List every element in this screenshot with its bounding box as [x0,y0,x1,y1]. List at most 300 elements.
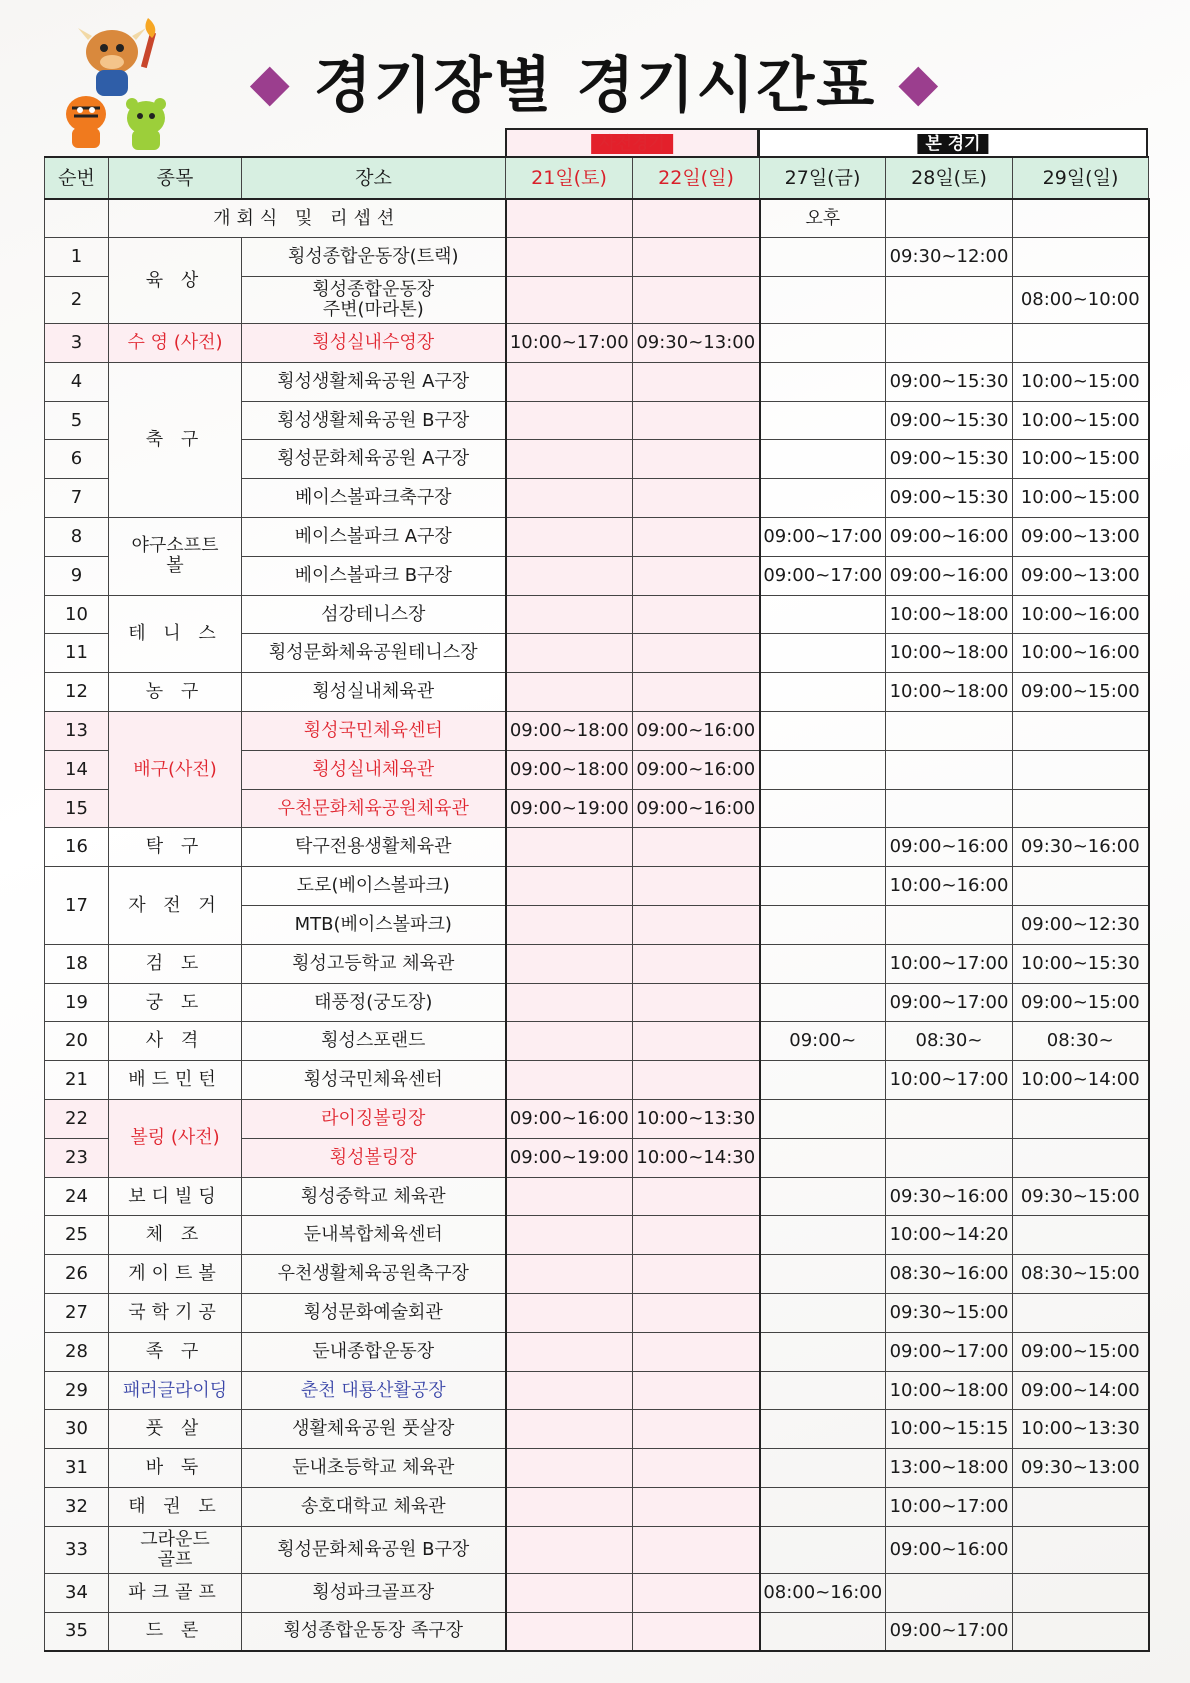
row-d29 [1013,1526,1149,1573]
schedule-body [45,199,1149,1651]
row-venue: 베이스볼파크축구장 [242,479,506,518]
row-venue: MTB(베이스볼파크) [242,906,506,945]
row-venue: 도로(베이스볼파크) [242,867,506,906]
row-d28 [886,789,1013,828]
row-d29: 09:00~13:00 [1013,518,1149,557]
table-row [45,1294,1149,1333]
row-d29 [1013,867,1149,906]
row-d21 [506,595,633,634]
row-d29 [1013,1216,1149,1255]
row-d28: 10:00~17:00 [886,944,1013,983]
row-d27 [760,401,886,440]
row-d21 [506,401,633,440]
row-sport: 수 영 (사전) [109,324,242,363]
row-sport: 보디빌딩 [109,1177,242,1216]
row-d21 [506,440,633,479]
row-d29 [1013,1488,1149,1527]
header-d21: 21일(토) [506,157,633,199]
row-d21 [506,1612,633,1651]
table-row [45,1526,1149,1573]
table-row [45,1410,1149,1449]
row-no: 7 [45,479,109,518]
row-venue: 횡성종합운동장 주변(마라톤) [242,277,506,324]
row-d29: 09:00~12:30 [1013,906,1149,945]
row-d27 [760,324,886,363]
row-venue: 횡성종합운동장 족구장 [242,1612,506,1651]
row-d22 [633,1255,760,1294]
row-d21 [506,1371,633,1410]
row-venue: 춘천 대룡산활공장 [242,1371,506,1410]
row-d21: 09:00~16:00 [506,1100,633,1139]
row-no: 17 [45,867,109,945]
row-d28 [886,277,1013,324]
table-row [45,1449,1149,1488]
row-d22 [633,1573,760,1612]
row-d22 [633,238,760,277]
row-venue: 횡성문화체육공원 A구장 [242,440,506,479]
row-d28 [886,1573,1013,1612]
row-d21 [506,1526,633,1573]
row-d21 [506,1573,633,1612]
row-d28: 10:00~18:00 [886,634,1013,673]
row-no: 8 [45,518,109,557]
row-d21 [506,518,633,557]
row-venue: 탁구전용생활체육관 [242,828,506,867]
row-d28: 09:00~15:30 [886,440,1013,479]
row-d22 [633,906,760,945]
main-match-group-header [758,128,1148,156]
row-venue: 태풍정(궁도장) [242,983,506,1022]
row-no: 14 [45,750,109,789]
table-row [45,1061,1149,1100]
header-sport: 종목 [109,157,242,199]
row-d27 [760,634,886,673]
row-d28: 10:00~15:15 [886,1410,1013,1449]
row-venue: 횡성생활체육공원 B구장 [242,401,506,440]
row-venue: 횡성문화예술회관 [242,1294,506,1333]
row-d27 [760,1371,886,1410]
row-d28: 09:30~16:00 [886,1177,1013,1216]
row-no: 2 [45,277,109,324]
row-d27 [760,673,886,712]
row-d28: 08:30~16:00 [886,1255,1013,1294]
row-d29 [1013,1612,1149,1651]
row-d29 [1013,1573,1149,1612]
row-d22 [633,518,760,557]
table-row [45,362,1149,401]
row-d29: 09:00~15:00 [1013,673,1149,712]
row-d21 [506,1410,633,1449]
row-venue: 횡성고등학교 체육관 [242,944,506,983]
row-d21 [506,1061,633,1100]
row-d27 [760,238,886,277]
row-d29: 10:00~15:00 [1013,440,1149,479]
row-no: 29 [45,1371,109,1410]
row-d21: 09:00~19:00 [506,789,633,828]
row-d22: 09:30~13:00 [633,324,760,363]
row-d21 [506,1488,633,1527]
row-d28 [886,1138,1013,1177]
row-d22: 10:00~14:30 [633,1138,760,1177]
row-sport: 자 전 거 [109,867,242,945]
row-d27 [760,479,886,518]
row-d22: 09:00~16:00 [633,789,760,828]
row-d21 [506,277,633,324]
row-d29: 10:00~15:30 [1013,944,1149,983]
opening-label: 개회식 및 리셉션 [109,199,506,238]
row-sport: 탁 구 [109,828,242,867]
row-venue: 횡성파크골프장 [242,1573,506,1612]
row-d21 [506,634,633,673]
row-d21 [506,983,633,1022]
row-d27: 09:00~17:00 [760,556,886,595]
table-row [45,1371,1149,1410]
row-sport: 배드민턴 [109,1061,242,1100]
row-d29: 10:00~15:00 [1013,362,1149,401]
row-d21 [506,673,633,712]
row-d29: 10:00~15:00 [1013,401,1149,440]
schedule-table [44,156,1150,1652]
row-d21 [506,1216,633,1255]
row-venue: 우천문화체육공원체육관 [242,789,506,828]
table-row [45,324,1149,363]
row-d22 [633,828,760,867]
row-d21 [506,906,633,945]
table-row [45,867,1149,906]
row-d27 [760,1061,886,1100]
table-row [45,1100,1149,1139]
page-title [0,38,1190,124]
row-d27 [760,1332,886,1371]
row-sport: 그라운드 골프 [109,1526,242,1573]
row-d21 [506,1294,633,1333]
row-d28: 10:00~18:00 [886,673,1013,712]
row-no: 12 [45,673,109,712]
row-d28: 10:00~16:00 [886,867,1013,906]
row-d29: 10:00~14:00 [1013,1061,1149,1100]
table-row [45,673,1149,712]
row-venue: 횡성실내수영장 [242,324,506,363]
row-d22 [633,556,760,595]
row-d21 [506,238,633,277]
row-sport: 국학기공 [109,1294,242,1333]
row-d27 [760,595,886,634]
row-d29 [1013,324,1149,363]
row-d22: 09:00~16:00 [633,712,760,751]
row-d22 [633,983,760,1022]
table-row [45,1022,1149,1061]
row-d29: 10:00~16:00 [1013,595,1149,634]
row-d28: 09:30~12:00 [886,238,1013,277]
row-venue: 횡성실내체육관 [242,673,506,712]
row-d27 [760,828,886,867]
row-d27: 09:00~ [760,1022,886,1061]
row-d21: 09:00~18:00 [506,712,633,751]
row-d22 [633,479,760,518]
row-d28: 10:00~14:20 [886,1216,1013,1255]
row-d22 [633,1410,760,1449]
row-d27 [760,1410,886,1449]
diamond-left-icon: ◆ [249,53,292,113]
row-no: 15 [45,789,109,828]
row-d27 [760,1177,886,1216]
row-venue: 횡성국민체육센터 [242,712,506,751]
row-d21 [506,1022,633,1061]
row-sport: 축 구 [109,362,242,517]
row-d29: 09:30~16:00 [1013,828,1149,867]
row-d21 [506,828,633,867]
row-no: 23 [45,1138,109,1177]
table-row [45,238,1149,277]
opening-d21 [506,199,633,238]
row-d27 [760,1488,886,1527]
row-d29: 10:00~16:00 [1013,634,1149,673]
row-no: 9 [45,556,109,595]
table-row [45,595,1149,634]
row-sport: 풋 살 [109,1410,242,1449]
row-d29: 09:30~13:00 [1013,1449,1149,1488]
row-venue: 둔내복합체육센터 [242,1216,506,1255]
row-d27 [760,277,886,324]
row-no: 33 [45,1526,109,1573]
row-d22 [633,362,760,401]
row-d28: 10:00~18:00 [886,595,1013,634]
row-d27 [760,983,886,1022]
row-d28: 08:30~ [886,1022,1013,1061]
row-d28 [886,1100,1013,1139]
row-venue: 횡성종합운동장(트랙) [242,238,506,277]
row-d22 [633,595,760,634]
opening-d28 [886,199,1013,238]
row-d22 [633,673,760,712]
row-venue: 송호대학교 체육관 [242,1488,506,1527]
row-venue: 우천생활체육공원축구장 [242,1255,506,1294]
row-d29: 08:30~ [1013,1022,1149,1061]
row-d28: 09:00~17:00 [886,983,1013,1022]
row-d21: 09:00~19:00 [506,1138,633,1177]
row-venue: 섬강테니스장 [242,595,506,634]
table-row [45,1177,1149,1216]
row-d22 [633,1449,760,1488]
row-d28: 09:00~15:30 [886,362,1013,401]
header-d29: 29일(일) [1013,157,1149,199]
row-no: 27 [45,1294,109,1333]
header-row [45,157,1149,199]
row-no: 26 [45,1255,109,1294]
row-d22 [633,867,760,906]
row-d29: 08:30~15:00 [1013,1255,1149,1294]
table-row [45,712,1149,751]
row-no: 10 [45,595,109,634]
row-d22 [633,440,760,479]
table-row [45,1573,1149,1612]
row-d28: 09:00~17:00 [886,1612,1013,1651]
table-row [45,1332,1149,1371]
row-sport: 파크골프 [109,1573,242,1612]
row-d22 [633,1488,760,1527]
row-sport: 족 구 [109,1332,242,1371]
row-no: 16 [45,828,109,867]
row-no: 20 [45,1022,109,1061]
row-no: 34 [45,1573,109,1612]
row-no: 31 [45,1449,109,1488]
row-d22 [633,944,760,983]
row-d28: 09:00~17:00 [886,1332,1013,1371]
row-sport: 체 조 [109,1216,242,1255]
row-venue: 횡성국민체육센터 [242,1061,506,1100]
row-sport: 드 론 [109,1612,242,1651]
row-no: 32 [45,1488,109,1527]
row-d29 [1013,1138,1149,1177]
row-sport: 검 도 [109,944,242,983]
row-d22 [633,1177,760,1216]
table-row [45,1216,1149,1255]
row-no: 25 [45,1216,109,1255]
diamond-right-icon: ◆ [898,53,941,113]
row-d21 [506,1177,633,1216]
row-d27 [760,1255,886,1294]
row-venue: 횡성실내체육관 [242,750,506,789]
header-no: 순번 [45,157,109,199]
opening-row [45,199,1149,238]
header-d22: 22일(일) [633,157,760,199]
row-sport: 농 구 [109,673,242,712]
row-d21 [506,867,633,906]
row-d29: 09:00~14:00 [1013,1371,1149,1410]
pre-match-badge: 사전경기 [591,134,673,154]
row-venue: 생활체육공원 풋살장 [242,1410,506,1449]
row-sport: 육 상 [109,238,242,324]
header-d27: 27일(금) [760,157,886,199]
row-venue: 횡성생활체육공원 A구장 [242,362,506,401]
table-row [45,1255,1149,1294]
row-no: 6 [45,440,109,479]
row-venue: 횡성볼링장 [242,1138,506,1177]
row-d22 [633,1526,760,1573]
row-d27 [760,1612,886,1651]
row-no: 11 [45,634,109,673]
row-d28: 09:00~16:00 [886,1526,1013,1573]
row-sport: 배구(사전) [109,712,242,828]
row-d27 [760,1526,886,1573]
row-d27 [760,712,886,751]
row-d21: 10:00~17:00 [506,324,633,363]
row-no: 30 [45,1410,109,1449]
row-d28 [886,750,1013,789]
row-sport: 궁 도 [109,983,242,1022]
row-d27 [760,362,886,401]
row-d28: 09:00~15:30 [886,479,1013,518]
row-d27 [760,789,886,828]
row-d27 [760,1100,886,1139]
row-venue: 횡성문화체육공원 B구장 [242,1526,506,1573]
row-no: 35 [45,1612,109,1651]
main-match-badge: 본 경기 [917,134,988,154]
row-d27 [760,750,886,789]
row-venue: 둔내종합운동장 [242,1332,506,1371]
row-d21 [506,1449,633,1488]
row-venue: 라이징볼링장 [242,1100,506,1139]
row-sport: 바 둑 [109,1449,242,1488]
opening-d27: 오후 [760,199,886,238]
row-venue: 둔내초등학교 체육관 [242,1449,506,1488]
row-sport: 야구소프트 볼 [109,518,242,596]
row-sport: 사 격 [109,1022,242,1061]
row-d22 [633,401,760,440]
pre-match-group-header [505,128,759,156]
row-no: 21 [45,1061,109,1100]
row-d28 [886,906,1013,945]
row-d29 [1013,238,1149,277]
row-no: 19 [45,983,109,1022]
row-d22 [633,1294,760,1333]
row-d22 [633,277,760,324]
row-sport: 태 권 도 [109,1488,242,1527]
row-d28: 10:00~18:00 [886,1371,1013,1410]
row-d28: 10:00~17:00 [886,1061,1013,1100]
row-d27 [760,1294,886,1333]
table-row [45,1612,1149,1651]
row-d29 [1013,712,1149,751]
row-d27 [760,1449,886,1488]
row-d21 [506,556,633,595]
row-d28: 09:00~15:30 [886,401,1013,440]
row-no: 4 [45,362,109,401]
row-no: 24 [45,1177,109,1216]
row-d21 [506,479,633,518]
opening-d22 [633,199,760,238]
opening-d29 [1013,199,1149,238]
row-no: 5 [45,401,109,440]
row-d29: 09:00~15:00 [1013,983,1149,1022]
row-d28: 10:00~17:00 [886,1488,1013,1527]
row-d29 [1013,1294,1149,1333]
row-d28: 09:00~16:00 [886,556,1013,595]
row-no: 1 [45,238,109,277]
row-no: 3 [45,324,109,363]
row-sport: 테 니 스 [109,595,242,673]
row-d27 [760,1138,886,1177]
row-d29: 09:00~13:00 [1013,556,1149,595]
row-d22 [633,1612,760,1651]
row-d27 [760,1216,886,1255]
table-row [45,944,1149,983]
row-d22 [633,1022,760,1061]
row-venue: 베이스볼파크 B구장 [242,556,506,595]
row-d27 [760,944,886,983]
row-venue: 횡성문화체육공원테니스장 [242,634,506,673]
header-d28: 28일(토) [886,157,1013,199]
row-d22 [633,634,760,673]
table-row [45,983,1149,1022]
row-d27: 08:00~16:00 [760,1573,886,1612]
row-no: 13 [45,712,109,751]
row-d21 [506,944,633,983]
row-d22 [633,1061,760,1100]
opening-no [45,199,109,238]
row-d22 [633,1332,760,1371]
table-row [45,1488,1149,1527]
row-sport: 볼링 (사전) [109,1100,242,1178]
row-d29 [1013,1100,1149,1139]
row-d29: 10:00~15:00 [1013,479,1149,518]
row-d22: 10:00~13:30 [633,1100,760,1139]
row-d21 [506,362,633,401]
table-row [45,518,1149,557]
row-sport: 게이트볼 [109,1255,242,1294]
row-d28 [886,712,1013,751]
row-no: 18 [45,944,109,983]
